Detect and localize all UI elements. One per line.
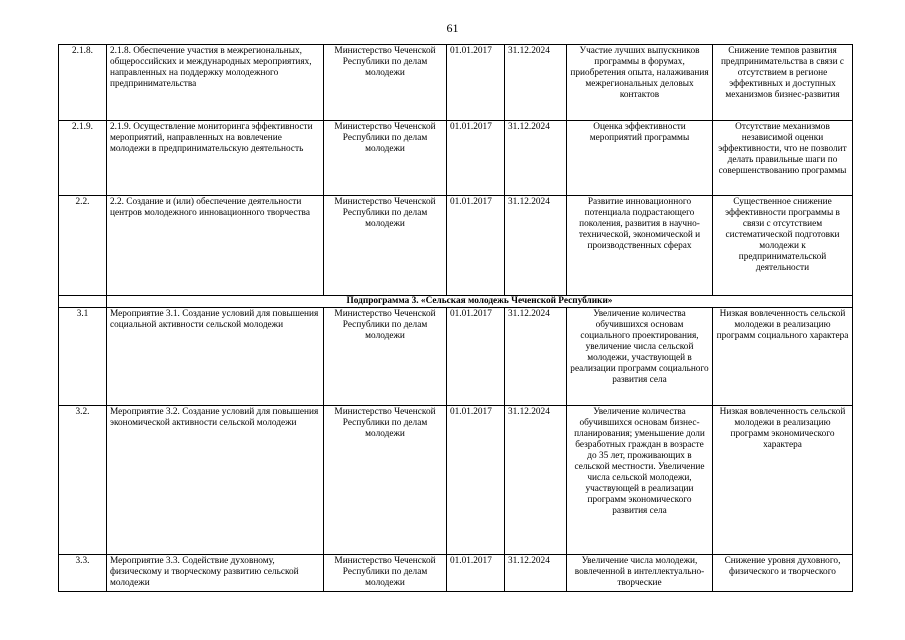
expected-result: Увеличение количества обучившихся основам бизнес-планирования; уменьшение доли безработных граждан в возрасте до 35 лет, проживающих в сельской местности. Увеличение числа сельской молодежи, участвующей в реализации программ экономического развития села xyxy=(567,406,713,555)
executor: Министерство Чеченской Республики по делам молодежи xyxy=(324,45,447,121)
start-date: 01.01.2017 xyxy=(447,121,505,196)
row-number: 2.2. xyxy=(59,196,107,296)
executor: Министерство Чеченской Республики по делам молодежи xyxy=(324,406,447,555)
consequence: Снижение темпов развития предпринимательства в связи с отсутствием в регионе эффективных и доступных механизмов бизнес-развития xyxy=(713,45,853,121)
start-date: 01.01.2017 xyxy=(447,308,505,406)
row-number: 3.3. xyxy=(59,555,107,592)
measure-name: 2.2. Создание и (или) обеспечение деятельности центров молодежного инновационного творчества xyxy=(107,196,324,296)
executor: Министерство Чеченской Республики по делам молодежи xyxy=(324,121,447,196)
expected-result: Развитие инновационного потенциала подрастающего поколения, развития в научно-технической, экономической и производственных сферах xyxy=(567,196,713,296)
table-row xyxy=(59,406,853,555)
subprogram-title: Подпрограмма 3. «Сельская молодежь Чеченской Республики» xyxy=(107,296,853,308)
expected-result: Увеличение количества обучившихся основам социального проектирования, увеличение числа сельской молодежи, участвующей в реализации программ социального развития села xyxy=(567,308,713,406)
expected-result: Увеличение числа молодежи, вовлеченной в интеллектуально-творческие xyxy=(567,555,713,592)
consequence: Низкая вовлеченность сельской молодежи в реализацию программ социального характера xyxy=(713,308,853,406)
row-number: 3.2. xyxy=(59,406,107,555)
page-number: 61 xyxy=(446,21,459,35)
start-date: 01.01.2017 xyxy=(447,196,505,296)
executor: Министерство Чеченской Республики по делам молодежи xyxy=(324,196,447,296)
end-date: 31.12.2024 xyxy=(505,555,567,592)
end-date: 31.12.2024 xyxy=(505,121,567,196)
table-row xyxy=(59,555,853,592)
measure-name: 2.1.9. Осуществление мониторинга эффективности мероприятий, направленных на вовлечение молодежи в предпринимательскую деятельность xyxy=(107,121,324,196)
start-date: 01.01.2017 xyxy=(447,45,505,121)
end-date: 31.12.2024 xyxy=(505,308,567,406)
executor: Министерство Чеченской Республики по делам молодежи xyxy=(324,555,447,592)
row-number: 2.1.9. xyxy=(59,121,107,196)
measure-name: Мероприятие 3.1. Создание условий для повышения социальной активности сельской молодежи xyxy=(107,308,324,406)
table-row xyxy=(59,121,853,196)
consequence: Низкая вовлеченность сельской молодежи в реализацию программ экономического характера xyxy=(713,406,853,555)
expected-result: Оценка эффективности мероприятий программы xyxy=(567,121,713,196)
expected-result: Участие лучших выпускников программы в форумах, приобретения опыта, налаживания межрегиональных деловых контактов xyxy=(567,45,713,121)
measures-table xyxy=(58,44,853,592)
end-date: 31.12.2024 xyxy=(505,45,567,121)
measure-name: Мероприятие 3.2. Создание условий для повышения экономической активности сельской молодежи xyxy=(107,406,324,555)
executor: Министерство Чеченской Республики по делам молодежи xyxy=(324,308,447,406)
measure-name: 2.1.8. Обеспечение участия в межрегиональных, общероссийских и международных мероприятиях, направленных на поддержку молодежного предпринимательства xyxy=(107,45,324,121)
consequence: Отсутствие механизмов независимой оценки эффективности, что не позволит делать правильные шаги по совершенствованию программы xyxy=(713,121,853,196)
start-date: 01.01.2017 xyxy=(447,406,505,555)
table-row xyxy=(59,308,853,406)
subprogram-number-cell xyxy=(59,296,107,308)
table-row xyxy=(59,196,853,296)
subprogram-header-row xyxy=(59,296,853,308)
table-row xyxy=(59,45,853,121)
consequence: Снижение уровня духовного, физического и творческого xyxy=(713,555,853,592)
end-date: 31.12.2024 xyxy=(505,406,567,555)
consequence: Существенное снижение эффективности программы в связи с отсутствием систематической подготовки молодежи к предпринимательской деятельности xyxy=(713,196,853,296)
start-date: 01.01.2017 xyxy=(447,555,505,592)
row-number: 2.1.8. xyxy=(59,45,107,121)
measure-name: Мероприятие 3.3. Содействие духовному, физическому и творческому развитию сельской молодежи xyxy=(107,555,324,592)
row-number: 3.1 xyxy=(59,308,107,406)
end-date: 31.12.2024 xyxy=(505,196,567,296)
